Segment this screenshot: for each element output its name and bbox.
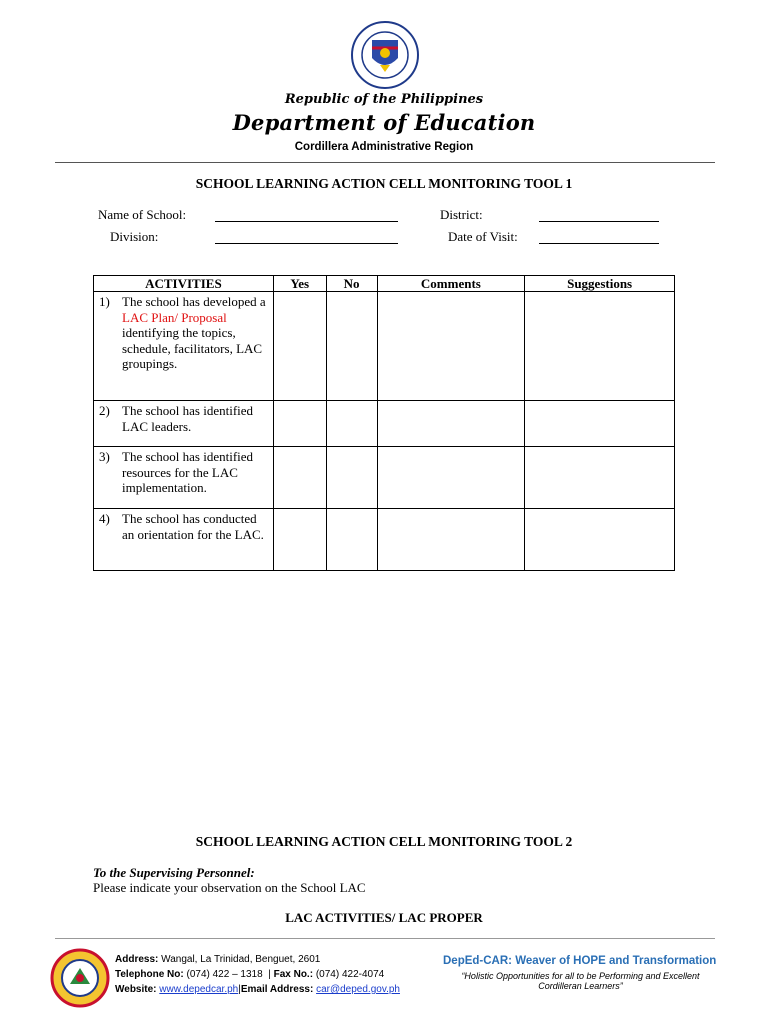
monitoring-table [93, 275, 675, 571]
table-row [94, 401, 675, 447]
activity-number: 3) [99, 449, 110, 464]
tool2-subtitle: LAC ACTIVITIES/ LAC PROPER [285, 910, 483, 925]
division-label: Division: [110, 229, 159, 244]
suggestions-cell[interactable] [525, 401, 675, 447]
no-cell[interactable] [326, 509, 377, 571]
table-header-row [94, 276, 675, 292]
footer-address-line: Address: Wangal, La Trinidad, Benguet, 2601 [115, 954, 321, 965]
website-link[interactable]: www.depedcar.ph [159, 984, 239, 995]
division-field[interactable] [215, 229, 398, 244]
no-cell[interactable] [326, 401, 377, 447]
column-header-activities: ACTIVITIES [94, 276, 274, 292]
column-header-comments: Comments [377, 276, 525, 292]
footer-quote: “Holistic Opportunities for all to be Performing and Excellent Cordilleran Learners” [461, 971, 700, 991]
activity-text: The school has identified LAC leaders. [122, 403, 254, 434]
district-field[interactable] [539, 207, 659, 222]
name-of-school-label: Name of School: [98, 207, 187, 222]
column-header-yes: Yes [273, 276, 326, 292]
email-link[interactable]: car@deped.gov.ph [316, 984, 400, 995]
yes-cell[interactable] [273, 401, 326, 447]
suggestions-cell[interactable] [525, 292, 675, 401]
no-cell[interactable] [326, 292, 377, 401]
table-row [94, 292, 675, 401]
republic-heading: Republic of the Philippines [284, 92, 484, 107]
suggestions-cell[interactable] [525, 447, 675, 509]
activity-number: 4) [99, 511, 110, 526]
activity-number: 1) [99, 294, 110, 309]
activity-text: The school has conducted an orientation for the LAC. [122, 511, 264, 542]
comments-cell[interactable] [377, 292, 525, 401]
column-header-suggestions: Suggestions [525, 276, 675, 292]
yes-cell[interactable] [273, 292, 326, 401]
table-row [94, 447, 675, 509]
telephone-value: (074) 422 – 1318 [186, 969, 263, 980]
deped-car-logo-icon [50, 948, 110, 1008]
no-cell[interactable] [326, 447, 377, 509]
department-heading: Department of Education [232, 110, 536, 135]
instruction-text: Please indicate your observation on the School LAC [93, 880, 366, 895]
date-of-visit-field[interactable] [539, 229, 659, 244]
to-supervising-label: To the Supervising Personnel: [93, 865, 255, 880]
address-value: Wangal, La Trinidad, Benguet, 2601 [161, 954, 321, 965]
district-label: District: [440, 207, 483, 222]
footer-web-line: Website: www.depedcar.ph|Email Address: car@deped.gov.ph [115, 984, 400, 995]
activity-number: 2) [99, 403, 110, 418]
table-row [94, 509, 675, 571]
footer-slogan: DepEd-CAR: Weaver of HOPE and Transformation [443, 955, 717, 967]
footer-phone-line: Telephone No: (074) 422 – 1318 | Fax No.: (074) 422-4074 [115, 969, 385, 980]
date-of-visit-label: Date of Visit: [448, 229, 518, 244]
activity-text: The school has developed a LAC Plan/ Proposal identifying the topics, schedule, facilitators, LAC groupings. [122, 294, 266, 371]
column-header-no: No [326, 276, 377, 292]
yes-cell[interactable] [273, 509, 326, 571]
suggestions-cell[interactable] [525, 509, 675, 571]
comments-cell[interactable] [377, 401, 525, 447]
comments-cell[interactable] [377, 447, 525, 509]
activity-text: The school has identified resources for the LAC implementation. [122, 449, 254, 495]
yes-cell[interactable] [273, 447, 326, 509]
name-of-school-field[interactable] [215, 207, 398, 222]
lac-plan-highlight: LAC Plan/ Proposal [122, 309, 227, 325]
tool1-title: SCHOOL LEARNING ACTION CELL MONITORING TOOL 1 [195, 176, 573, 191]
region-heading: Cordillera Administrative Region [294, 141, 474, 153]
deped-seal-icon [350, 20, 420, 90]
tool2-title: SCHOOL LEARNING ACTION CELL MONITORING TOOL 2 [195, 834, 573, 849]
fax-value: (074) 422-4074 [315, 969, 385, 980]
footer-divider [55, 938, 715, 939]
comments-cell[interactable] [377, 509, 525, 571]
header-divider [55, 162, 715, 163]
